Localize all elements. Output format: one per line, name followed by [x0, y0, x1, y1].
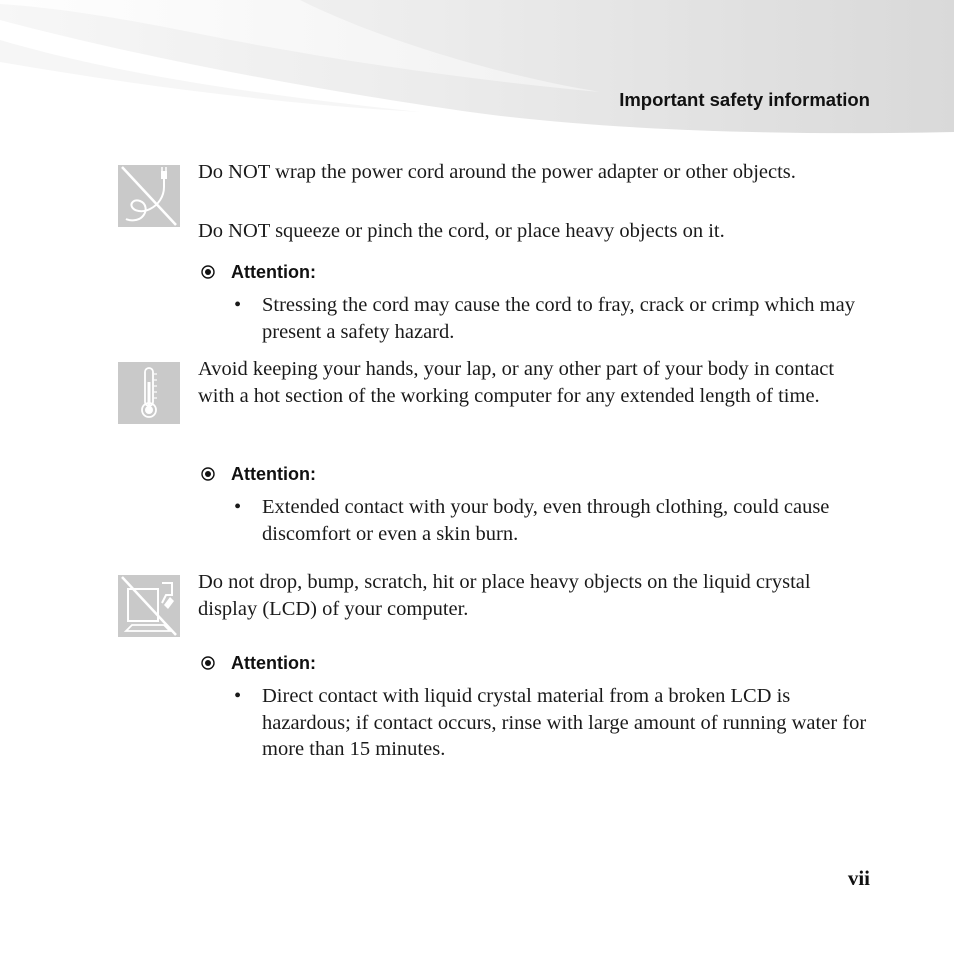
thermometer-icon	[118, 362, 180, 424]
attention-label: Attention:	[231, 464, 316, 484]
paragraph: Do NOT squeeze or pinch the cord, or place heavy objects on it.	[198, 220, 725, 242]
bullet-icon: •	[234, 685, 242, 707]
no-pressure-on-lcd-icon	[118, 575, 180, 637]
paragraph: Avoid keeping your hands, your lap, or any other part of your body in contact with a hot section of the working computer for any extended length of time.	[198, 358, 835, 407]
list-item-text: Stressing the cord may cause the cord to fray, crack or crimp which may present a safety hazard.	[262, 294, 855, 343]
attention-bullseye-icon	[201, 265, 215, 279]
no-wrap-cord-icon	[118, 165, 180, 227]
bullet-icon: •	[234, 294, 242, 316]
attention-heading	[201, 464, 316, 485]
attention-label: Attention:	[231, 262, 316, 282]
header-decoration	[0, 0, 954, 140]
list-item-text: Extended contact with your body, even through clothing, could cause discomfort or even a skin burn.	[262, 496, 830, 545]
paragraph: Do not drop, bump, scratch, hit or place heavy objects on the liquid crystal display (LCD) of your computer.	[198, 571, 811, 620]
list-item-text: Direct contact with liquid crystal material from a broken LCD is hazardous; if contact occurs, rinse with large amount of running water for more than 15 minutes.	[262, 685, 867, 760]
attention-bullseye-icon	[201, 656, 215, 670]
bullet-icon: •	[234, 496, 242, 518]
list-item	[234, 683, 868, 763]
attention-heading	[201, 653, 316, 674]
section-header-title: Important safety information	[619, 89, 870, 110]
list-item	[234, 292, 868, 345]
page-number: vii	[847, 866, 870, 890]
attention-bullseye-icon	[201, 467, 215, 481]
attention-heading	[201, 262, 316, 283]
list-item	[234, 494, 868, 547]
paragraph: Do NOT wrap the power cord around the power adapter or other objects.	[198, 161, 796, 183]
attention-label: Attention:	[231, 653, 316, 673]
